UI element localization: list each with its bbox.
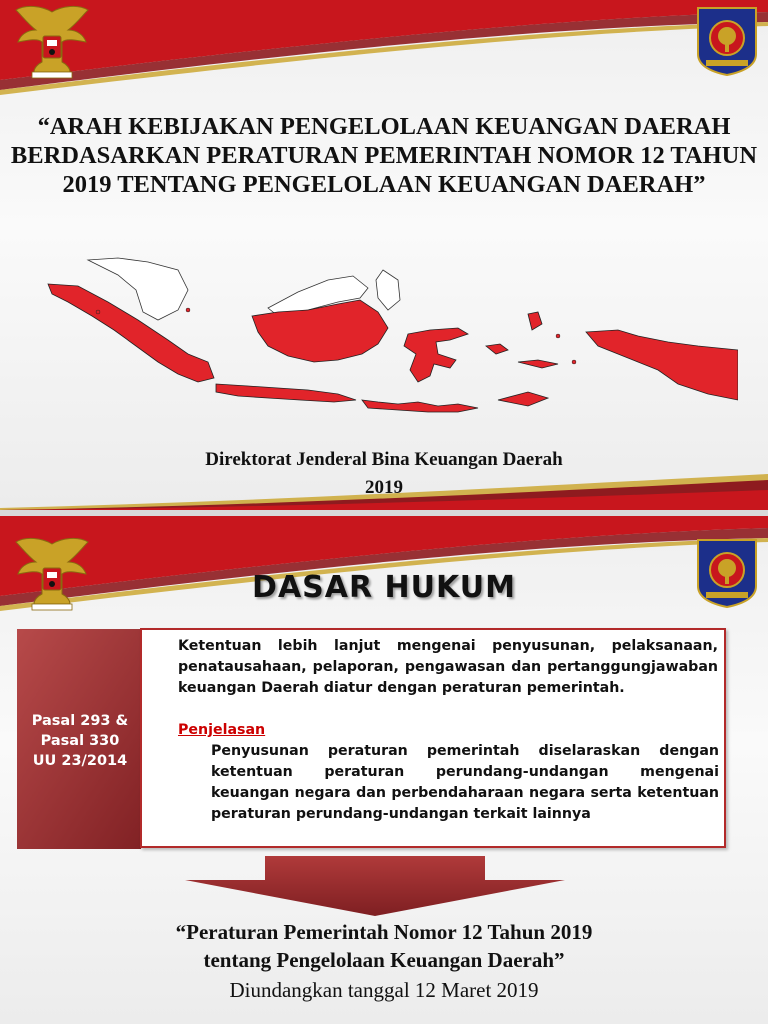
explanation-label: Penjelasan bbox=[178, 722, 266, 738]
indonesia-map bbox=[38, 250, 738, 425]
title-line: BERDASARKAN PERATURAN PEMERINTAH NOMOR 12 TAHUN bbox=[10, 142, 758, 169]
enactment-date: Diundangkan tanggal 12 Maret 2019 bbox=[229, 978, 539, 1002]
title-line: 2019 TENTANG PENGELOLAAN KEUANGAN DAERAH” bbox=[62, 171, 706, 198]
regulation-title-line: tentang Pengelolaan Keuangan Daerah” bbox=[203, 948, 565, 972]
slide-legal-basis bbox=[0, 516, 768, 1024]
article-tag-line: UU 23/2014 bbox=[32, 753, 128, 769]
presentation-title bbox=[10, 112, 758, 199]
article-tag-line: Pasal 330 bbox=[40, 733, 120, 749]
regulation-title-line: “Peraturan Pemerintah Nomor 12 Tahun 2019 bbox=[175, 920, 593, 944]
article-tag-line: Pasal 293 & bbox=[31, 713, 129, 729]
down-arrow-icon bbox=[185, 856, 565, 916]
directorate-name: Direktorat Jenderal Bina Keuangan Daerah bbox=[205, 449, 563, 470]
garuda-emblem-icon bbox=[12, 2, 92, 80]
presentation-year: 2019 bbox=[365, 477, 403, 498]
slide-title bbox=[0, 0, 768, 510]
header-swoosh bbox=[0, 0, 768, 95]
explanation-text: Penyusunan peraturan pemerintah diselaraskan dengan ketentuan peraturan perundang-undangan mengenai keuangan negara dan perbendaharaan negara serta ketentuan peraturan perundang-undangan terkait lainnya bbox=[211, 743, 719, 822]
legal-text-box bbox=[140, 628, 726, 848]
section-title: DASAR HUKUM bbox=[252, 570, 516, 605]
legal-provision-text: Ketentuan lebih lanjut mengenai penyusunan, pelaksanaan, penatausahaan, pelaporan, pengawasan dan pertanggungjawaban keuangan Daerah diatur dengan peraturan pemerintah. bbox=[178, 638, 718, 696]
kemendagri-emblem-icon bbox=[696, 6, 758, 76]
title-line: “ARAH KEBIJAKAN PENGELOLAAN KEUANGAN DAERAH bbox=[37, 113, 731, 140]
